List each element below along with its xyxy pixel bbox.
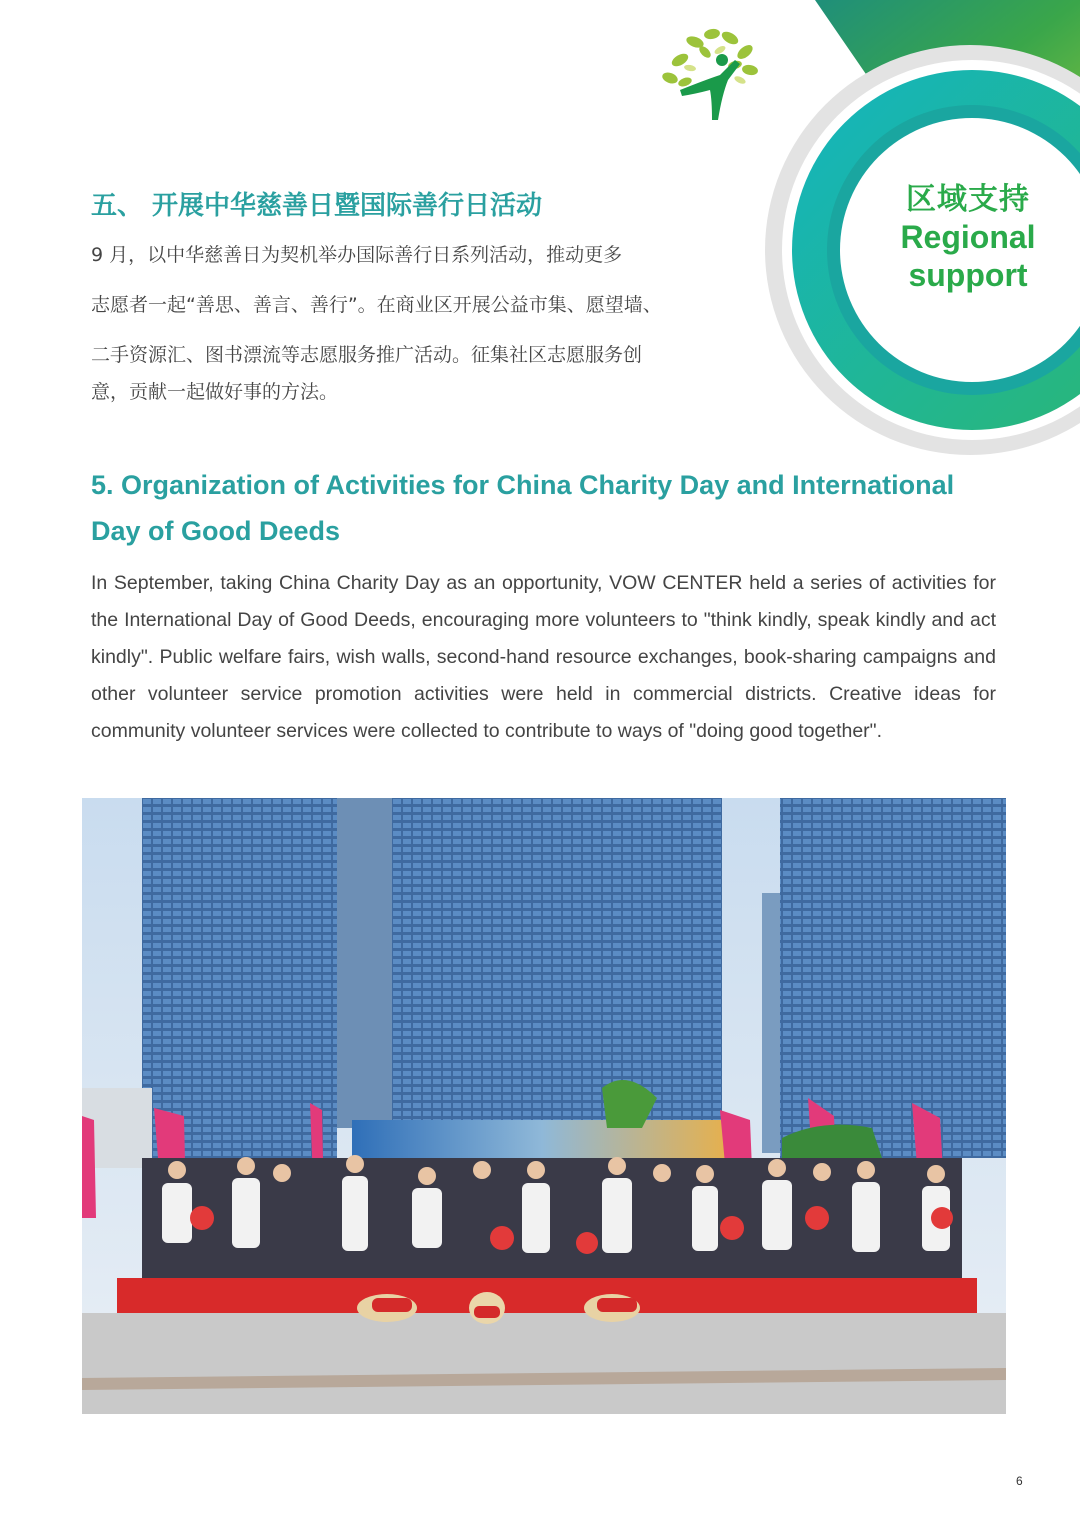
paragraph-en: In September, taking China Charity Day as an opportunity, VOW CENTER held a series of activities for the International Day of Good Deeds, encouraging more volunteers to "think kindly, speak kindly and act kindly". Public welfare fairs, wish walls, second-hand resource exchanges, book-sharing campaigns and other volunteer service promotion activities were held in commercial districts. Creative ideas for community volunteer services were collected to contribute to ways of "doing good together". [91, 572, 996, 742]
badge-title-en-1: Regional [900, 219, 1036, 255]
paragraph-cn-line-1: 9 月，以中华慈善日为契机举办国际善行日系列活动，推动更多 [91, 244, 623, 266]
section-heading-en: 5. Organization of Activities for China Charity Day and International Day of Good Deeds [91, 470, 955, 546]
paragraph-cn-line-4: 意，贡献一起做好事的方法。 [91, 381, 339, 403]
paragraph-cn-line-3: 二手资源汇、图书漂流等志愿服务推广活动。征集社区志愿服务创 [91, 344, 643, 366]
event-group-photo [82, 798, 1006, 1414]
section-heading-cn: 五、 开展中华慈善日暨国际善行日活动 [91, 191, 543, 221]
badge-title-cn: 区域支持 [906, 183, 1030, 216]
section-badge [868, 182, 1068, 295]
badge-title-en-2: support [908, 257, 1028, 294]
paragraph-cn-line-2: 志愿者一起“善思、善言、善行”。在商业区开展公益市集、愿望墙、 [91, 294, 662, 316]
page-number: 6 [1016, 1474, 1023, 1488]
tree-person-logo-icon [650, 20, 770, 130]
